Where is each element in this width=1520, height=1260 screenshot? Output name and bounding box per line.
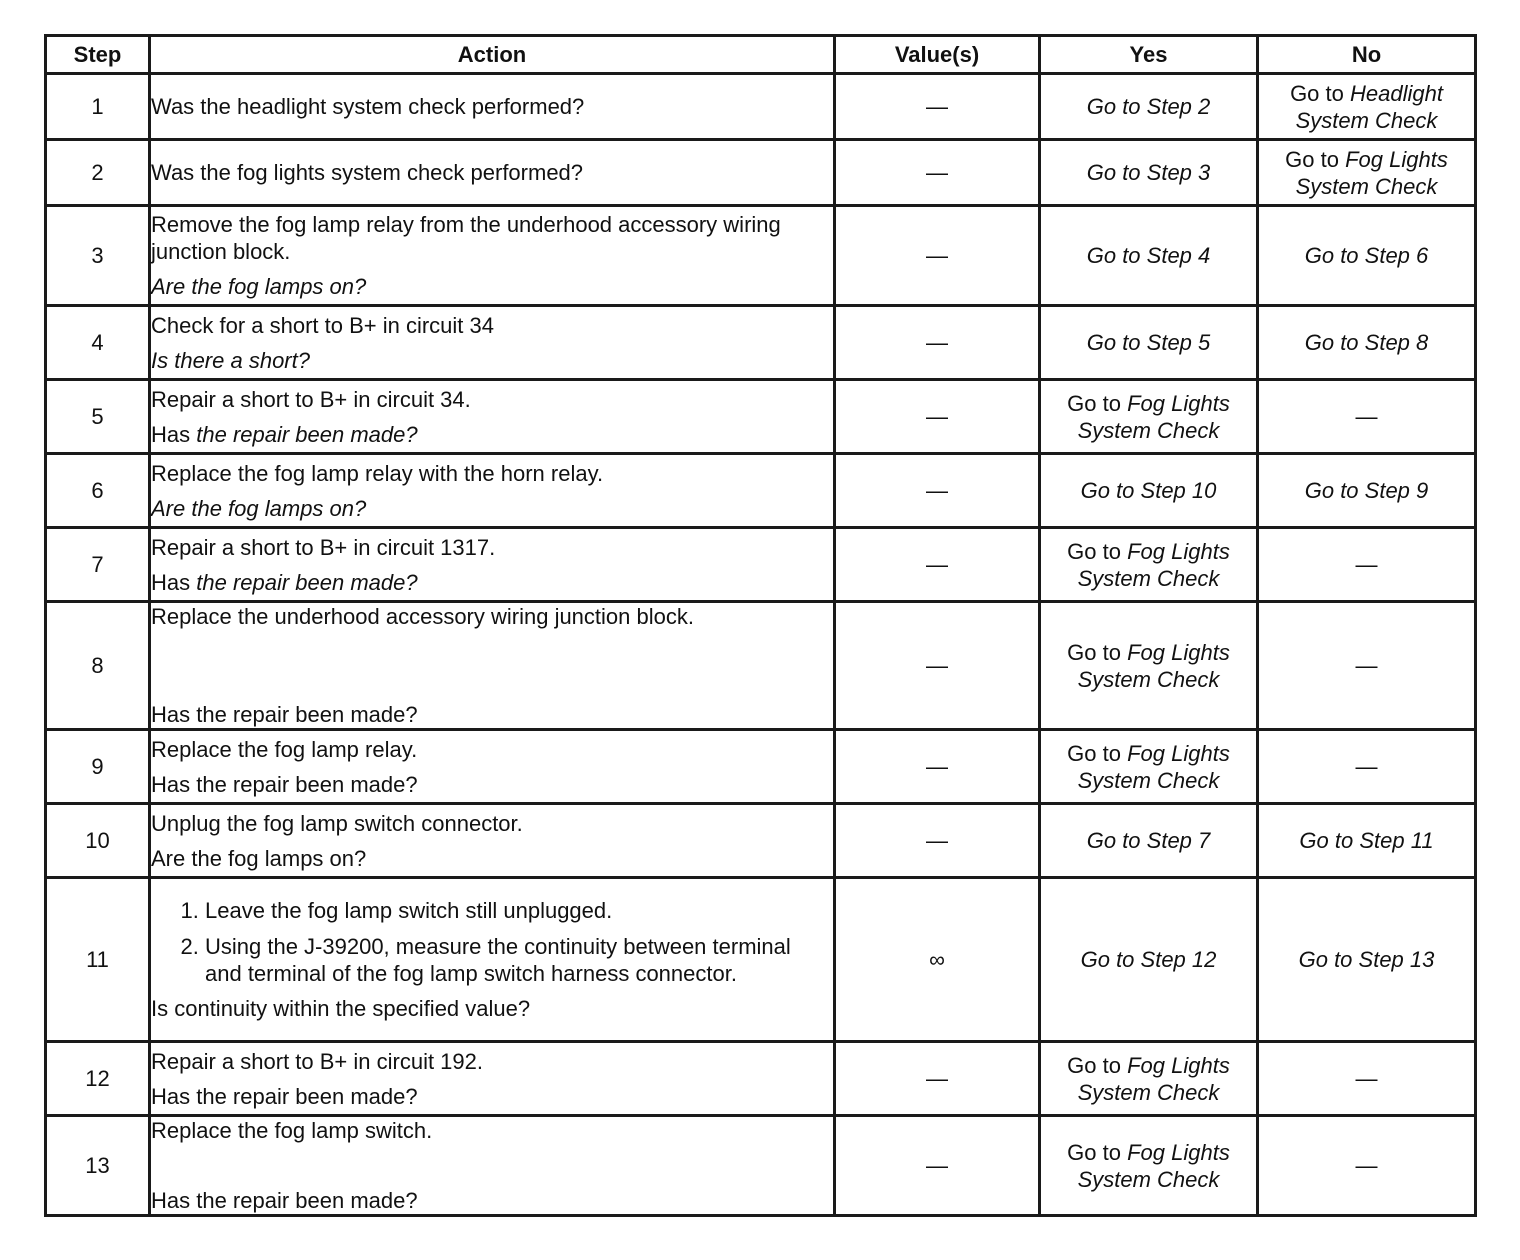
yes-cell: Go to Step 12: [1040, 878, 1258, 1042]
diagnostic-table: [44, 34, 1477, 1217]
step-number: 11: [46, 878, 150, 1042]
table-row: [46, 528, 1476, 602]
no-cell: —: [1258, 528, 1476, 602]
table-row: [46, 1042, 1476, 1116]
table-row: [46, 804, 1476, 878]
value-cell: —: [835, 528, 1040, 602]
table-row: [46, 878, 1476, 1042]
yes-link-line2: System Check: [1077, 1166, 1220, 1192]
yes-prefix: Go to: [1067, 639, 1128, 665]
action-cell: [150, 74, 835, 140]
value-cell: —: [835, 74, 1040, 140]
no-cell: [1258, 74, 1476, 140]
value-cell: —: [835, 306, 1040, 380]
action-text: Repair a short to B+ in circuit 192.: [151, 1048, 483, 1074]
action-cell: [150, 1116, 835, 1216]
yes-prefix: Go to: [1067, 740, 1128, 766]
yes-cell: Go to Step 10: [1040, 454, 1258, 528]
yes-cell: [1040, 380, 1258, 454]
no-cell: [1258, 140, 1476, 206]
yes-link-line2: System Check: [1077, 666, 1220, 692]
action-text: Was the headlight system check performed?: [151, 94, 585, 119]
value-cell: —: [835, 602, 1040, 730]
table-row: [46, 602, 1476, 730]
action-cell: [150, 140, 835, 206]
action-question: Are the fog lamps on?: [151, 845, 367, 871]
no-cell: —: [1258, 380, 1476, 454]
action-text: Unplug the fog lamp switch connector.: [151, 810, 523, 836]
yes-cell: [1040, 602, 1258, 730]
yes-link-line2: System Check: [1077, 565, 1220, 591]
table-row: [46, 140, 1476, 206]
step-number: 8: [46, 602, 150, 730]
value-cell: —: [835, 1116, 1040, 1216]
step-number: 5: [46, 380, 150, 454]
value-cell: ∞: [835, 878, 1040, 1042]
action-text: Was the fog lights system check performed?: [151, 160, 584, 185]
action-cell: [150, 878, 835, 1042]
action-question: Are the fog lamps on?: [151, 495, 367, 521]
yes-cell: [1040, 1116, 1258, 1216]
yes-cell: Go to Step 5: [1040, 306, 1258, 380]
action-text: Repair a short to B+ in circuit 34.: [151, 386, 471, 412]
action-cell: [150, 380, 835, 454]
yes-link: Fog Lights: [1127, 1139, 1230, 1165]
no-cell: Go to Step 13: [1258, 878, 1476, 1042]
yes-link: Fog Lights: [1127, 390, 1230, 416]
table-row: [46, 730, 1476, 804]
value-cell: —: [835, 730, 1040, 804]
action-question: Has the repair been made?: [151, 1083, 418, 1109]
yes-cell: Go to Step 7: [1040, 804, 1258, 878]
action-question: Has the repair been made?: [151, 702, 418, 727]
step-number: 12: [46, 1042, 150, 1116]
action-text: Repair a short to B+ in circuit 1317.: [151, 534, 496, 560]
no-prefix: Go to: [1285, 146, 1346, 172]
no-cell: —: [1258, 602, 1476, 730]
no-cell: Go to Step 9: [1258, 454, 1476, 528]
value-cell: —: [835, 804, 1040, 878]
table-row: [46, 206, 1476, 306]
yes-link: Fog Lights: [1127, 740, 1230, 766]
yes-prefix: Go to: [1067, 1139, 1128, 1165]
value-cell: —: [835, 206, 1040, 306]
action-cell: [150, 306, 835, 380]
action-text: Remove the fog lamp relay from the underhood accessory wiring junction block.: [151, 212, 781, 264]
no-cell: —: [1258, 1042, 1476, 1116]
action-cell: [150, 454, 835, 528]
no-link-line2: System Check: [1295, 107, 1438, 133]
action-question: [151, 569, 833, 596]
no-cell: Go to Step 11: [1258, 804, 1476, 878]
no-link: Fog Lights: [1345, 146, 1448, 172]
value-cell: —: [835, 380, 1040, 454]
action-cell: [150, 730, 835, 804]
action-question: Has the repair been made?: [151, 1188, 418, 1213]
question-italic: the repair been made?: [196, 421, 418, 447]
value-cell: —: [835, 140, 1040, 206]
yes-cell: [1040, 730, 1258, 804]
action-text: Replace the underhood accessory wiring junction block.: [151, 604, 694, 629]
header-row: [46, 36, 1476, 74]
question-prefix: Has: [151, 421, 197, 447]
step-number: 4: [46, 306, 150, 380]
no-link: Headlight: [1349, 80, 1443, 106]
table-row: [46, 306, 1476, 380]
action-question: Is there a short?: [151, 347, 310, 373]
header-yes: Yes: [1040, 36, 1258, 74]
substep-list: [151, 897, 833, 987]
yes-prefix: Go to: [1067, 1052, 1128, 1078]
substep-item: 2. Using the J-39200, measure the continuity between terminal and terminal of the fog lamp switch harness connector.: [205, 933, 833, 987]
action-cell: [150, 602, 835, 730]
action-cell: [150, 1042, 835, 1116]
action-stack: [151, 1117, 833, 1214]
action-text: Check for a short to B+ in circuit 34: [151, 312, 494, 338]
step-number: 2: [46, 140, 150, 206]
action-cell: [150, 206, 835, 306]
action-question: Has the repair been made?: [151, 771, 418, 797]
action-question: Is continuity within the specified value?: [151, 996, 531, 1021]
table-row: [46, 74, 1476, 140]
step-number: 10: [46, 804, 150, 878]
step-number: 6: [46, 454, 150, 528]
action-text: Replace the fog lamp relay.: [151, 736, 418, 762]
action-question: Are the fog lamps on?: [151, 274, 367, 299]
no-cell: Go to Step 8: [1258, 306, 1476, 380]
step-number: 9: [46, 730, 150, 804]
header-values: Value(s): [835, 36, 1040, 74]
action-question: [151, 421, 833, 448]
yes-cell: [1040, 528, 1258, 602]
action-stack: [151, 603, 833, 728]
yes-link-line2: System Check: [1077, 1079, 1220, 1105]
header-step: Step: [46, 36, 150, 74]
table-row: [46, 380, 1476, 454]
action-text: Replace the fog lamp switch.: [151, 1118, 433, 1143]
no-cell: —: [1258, 730, 1476, 804]
yes-link: Fog Lights: [1127, 1052, 1230, 1078]
yes-link-line2: System Check: [1077, 767, 1220, 793]
question-italic: the repair been made?: [196, 569, 418, 595]
action-cell: [150, 804, 835, 878]
step-number: 13: [46, 1116, 150, 1216]
no-prefix: Go to: [1290, 80, 1350, 106]
value-cell: —: [835, 454, 1040, 528]
no-cell: —: [1258, 1116, 1476, 1216]
step-number: 1: [46, 74, 150, 140]
substep-item: 1. Leave the fog lamp switch still unplugged.: [205, 897, 833, 924]
no-link-line2: System Check: [1295, 173, 1438, 199]
header-no: No: [1258, 36, 1476, 74]
action-text: Replace the fog lamp relay with the horn relay.: [151, 460, 604, 486]
table-row: [46, 1116, 1476, 1216]
yes-prefix: Go to: [1067, 390, 1128, 416]
yes-cell: [1040, 1042, 1258, 1116]
yes-prefix: Go to: [1067, 538, 1128, 564]
yes-link: Fog Lights: [1127, 538, 1230, 564]
table-row: [46, 454, 1476, 528]
question-prefix: Has: [151, 569, 197, 595]
action-cell: [150, 528, 835, 602]
yes-cell: Go to Step 3: [1040, 140, 1258, 206]
yes-cell: Go to Step 4: [1040, 206, 1258, 306]
no-cell: Go to Step 6: [1258, 206, 1476, 306]
step-number: 3: [46, 206, 150, 306]
yes-cell: Go to Step 2: [1040, 74, 1258, 140]
yes-link: Fog Lights: [1127, 639, 1230, 665]
step-number: 7: [46, 528, 150, 602]
yes-link-line2: System Check: [1077, 417, 1220, 443]
header-action: Action: [150, 36, 835, 74]
value-cell: —: [835, 1042, 1040, 1116]
